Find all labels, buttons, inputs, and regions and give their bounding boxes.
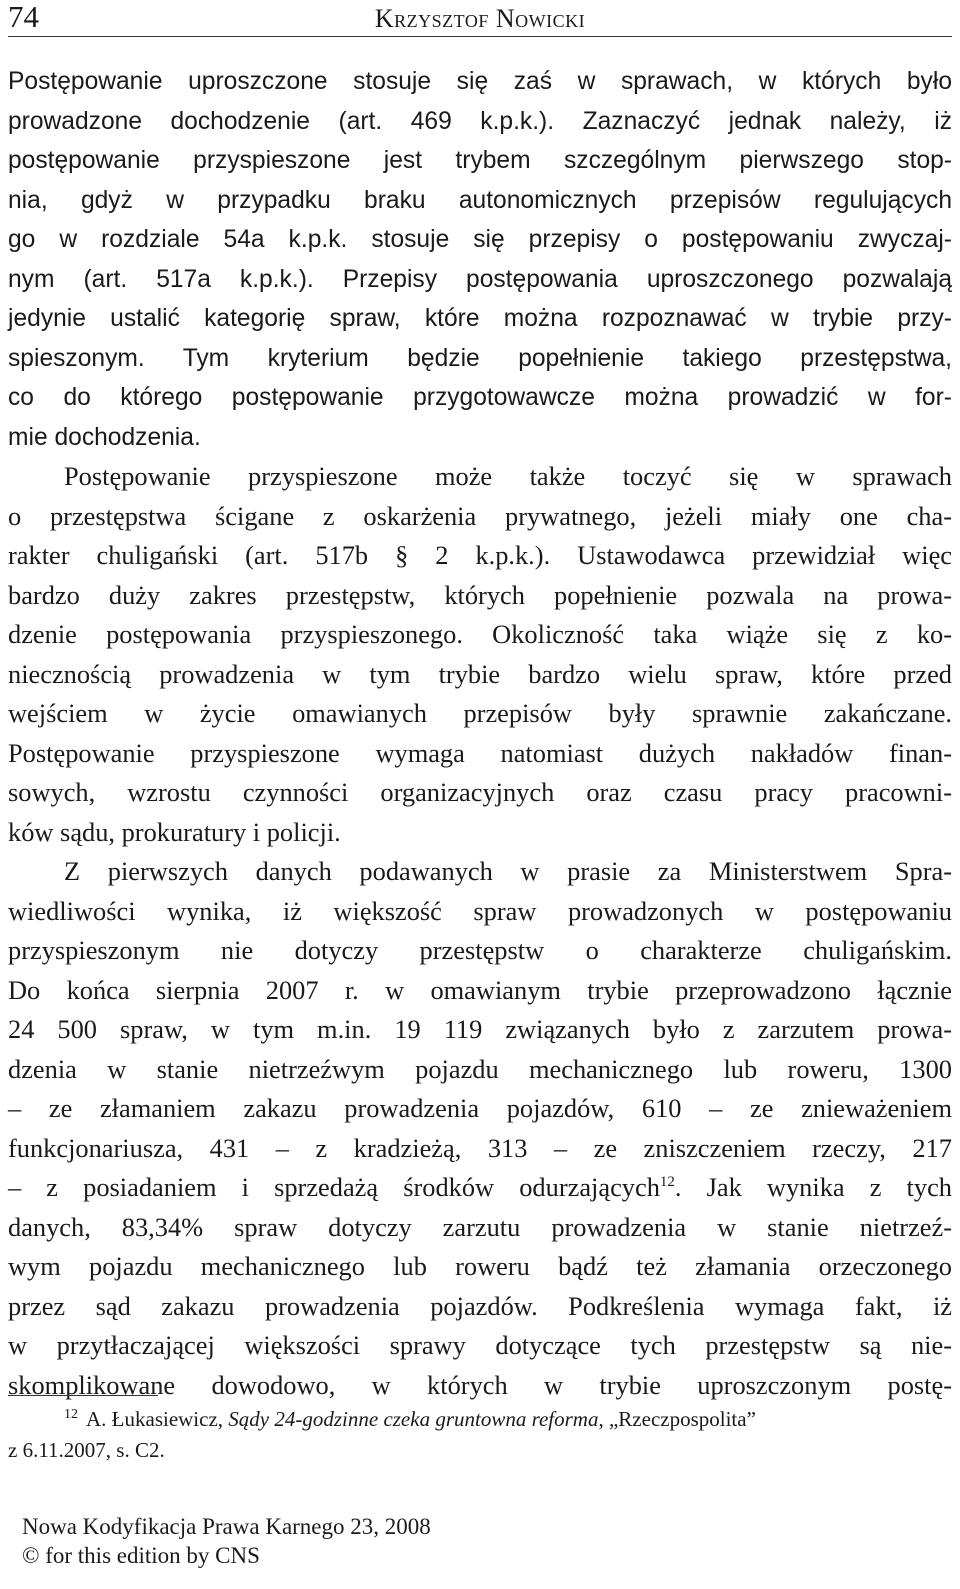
text-line: wejściem w życie omawianych przepisów były sprawnie zakańczane. (8, 698, 952, 728)
text-line: przyspieszonym nie dotyczy przestępstw o charakterze chuligańskim. (8, 935, 952, 965)
footnote-author: A. Łukasiewicz, (86, 1407, 229, 1431)
page-number: 74 (8, 0, 39, 34)
text-line: Do końca sierpnia 2007 r. w omawianym trybie przeprowadzono łącznie (8, 974, 952, 1005)
text-line: skomplikowane dowodowo, w których w trybie uproszczonym postę- (8, 1369, 952, 1400)
footnote-reference[interactable]: 12 (659, 1174, 675, 1191)
footnote-12 (8, 1404, 952, 1466)
text-line: Z pierwszych danych podawanych w prasie za Ministerstwem Spra- (64, 856, 952, 886)
text-line: postępowanie przyspieszone jest trybem szczególnym pierwszego stop- (8, 147, 952, 174)
footnote-line: z 6.11.2007, s. C2. (8, 1438, 165, 1462)
text-segment: – z posiadaniem i sprzedażą środków odurzających (8, 1172, 660, 1202)
text-line: jedynie ustalić kategorię spraw, które można rozpoznawać w trybie przy- (8, 305, 952, 332)
text-line: dzenie postępowania przyspieszonego. Okoliczność taka wiąże się z ko- (8, 619, 952, 649)
footnote-source: , „Rzeczpospolita” (598, 1407, 756, 1431)
text-line: 24 500 spraw, w tym m.in. 19 119 związanych było z zarzutem prowa- (8, 1014, 952, 1044)
page-header (8, 0, 952, 36)
journal-name: Nowa Kodyfikacja Prawa Karnego 23, 2008 (22, 1514, 431, 1539)
text-line: nia, gdyż w przypadku braku autonomicznych przepisów regulujących (8, 186, 952, 214)
footnote-line (8, 1404, 952, 1435)
text-line: go w rozdziale 54a k.p.k. stosuje się przepisy o postępowaniu zwyczaj- (8, 226, 952, 253)
text-segment: . Jak wynika z tych (674, 1172, 952, 1202)
paragraph-3 (8, 852, 952, 1405)
copyright-notice: © for this edition by CNS (22, 1543, 260, 1568)
body-text (8, 62, 952, 1405)
text-line: wym pojazdu mechanicznego lub roweru bądź też złamania orzeczonego (8, 1251, 952, 1281)
header-rule (8, 36, 952, 37)
text-line-with-footnote-ref (8, 1168, 952, 1208)
text-line: wiedliwości wynika, iż większość spraw prowadzonych w postępowaniu (8, 895, 952, 926)
text-line: sowych, wzrostu czynności organizacyjnych oraz czasu pracy pracowni- (8, 777, 952, 807)
running-head-author: Krzysztof Nowicki (374, 4, 586, 33)
text-line: funkcjonariusza, 431 – z kradzieżą, 313 – ze zniszczeniem rzeczy, 217 (8, 1132, 952, 1163)
text-line: mie dochodzenia. (8, 423, 201, 451)
text-line: przez sąd zakazu prowadzenia pojazdów. Podkreślenia wymaga fakt, iż (8, 1290, 952, 1321)
text-line: co do którego postępowanie przygotowawcze można prowadzić w for- (8, 384, 952, 411)
text-line: o przestępstwa ścigane z oskarżenia prywatnego, jeżeli miały one cha- (8, 500, 952, 531)
footnote-separator (8, 1395, 158, 1396)
text-line: Postępowanie przyspieszone może także toczyć się w sprawach (64, 461, 952, 491)
footnote-title: Sądy 24-godzinne czeka gruntowna reforma (228, 1407, 599, 1431)
text-line: – ze złamaniem zakazu prowadzenia pojazdów, 610 – ze znieważeniem (8, 1093, 952, 1123)
paragraph-1 (8, 62, 952, 457)
text-line: ków sądu, prokuratury i policji. (8, 816, 341, 847)
text-line: spieszonym. Tym kryterium będzie popełnienie takiego przestępstwa, (8, 344, 952, 372)
paragraph-2 (8, 457, 952, 852)
text-line: w przytłaczającej większości sprawy dotyczące tych przestępstw są nie- (8, 1330, 952, 1360)
text-line: nym (art. 517a k.p.k.). Przepisy postępowania uproszczonego pozwalają (8, 265, 952, 293)
footnote-number: 12 (64, 1407, 78, 1422)
page-footer (22, 1512, 431, 1570)
text-line: rakter chuligański (art. 517b § 2 k.p.k.). Ustawodawca przewidział więc (8, 540, 952, 570)
text-line: niecznością prowadzenia w tym trybie bardzo wielu spraw, które przed (8, 658, 952, 689)
text-line: bardzo duży zakres przestępstw, których popełnienie pozwala na prowa- (8, 579, 952, 610)
text-line: Postępowanie przyspieszone wymaga natomiast dużych nakładów finan- (8, 737, 952, 768)
text-line: dzenia w stanie nietrzeźwym pojazdu mechanicznego lub roweru, 1300 (8, 1053, 952, 1084)
text-line: Postępowanie uproszczone stosuje się zaś w sprawach, w których było (8, 68, 952, 95)
text-line: danych, 83,34% spraw dotyczy zarzutu prowadzenia w stanie nietrzeź- (8, 1211, 952, 1242)
text-line: prowadzone dochodzenie (art. 469 k.p.k.). Zaznaczyć jednak należy, iż (8, 107, 952, 135)
